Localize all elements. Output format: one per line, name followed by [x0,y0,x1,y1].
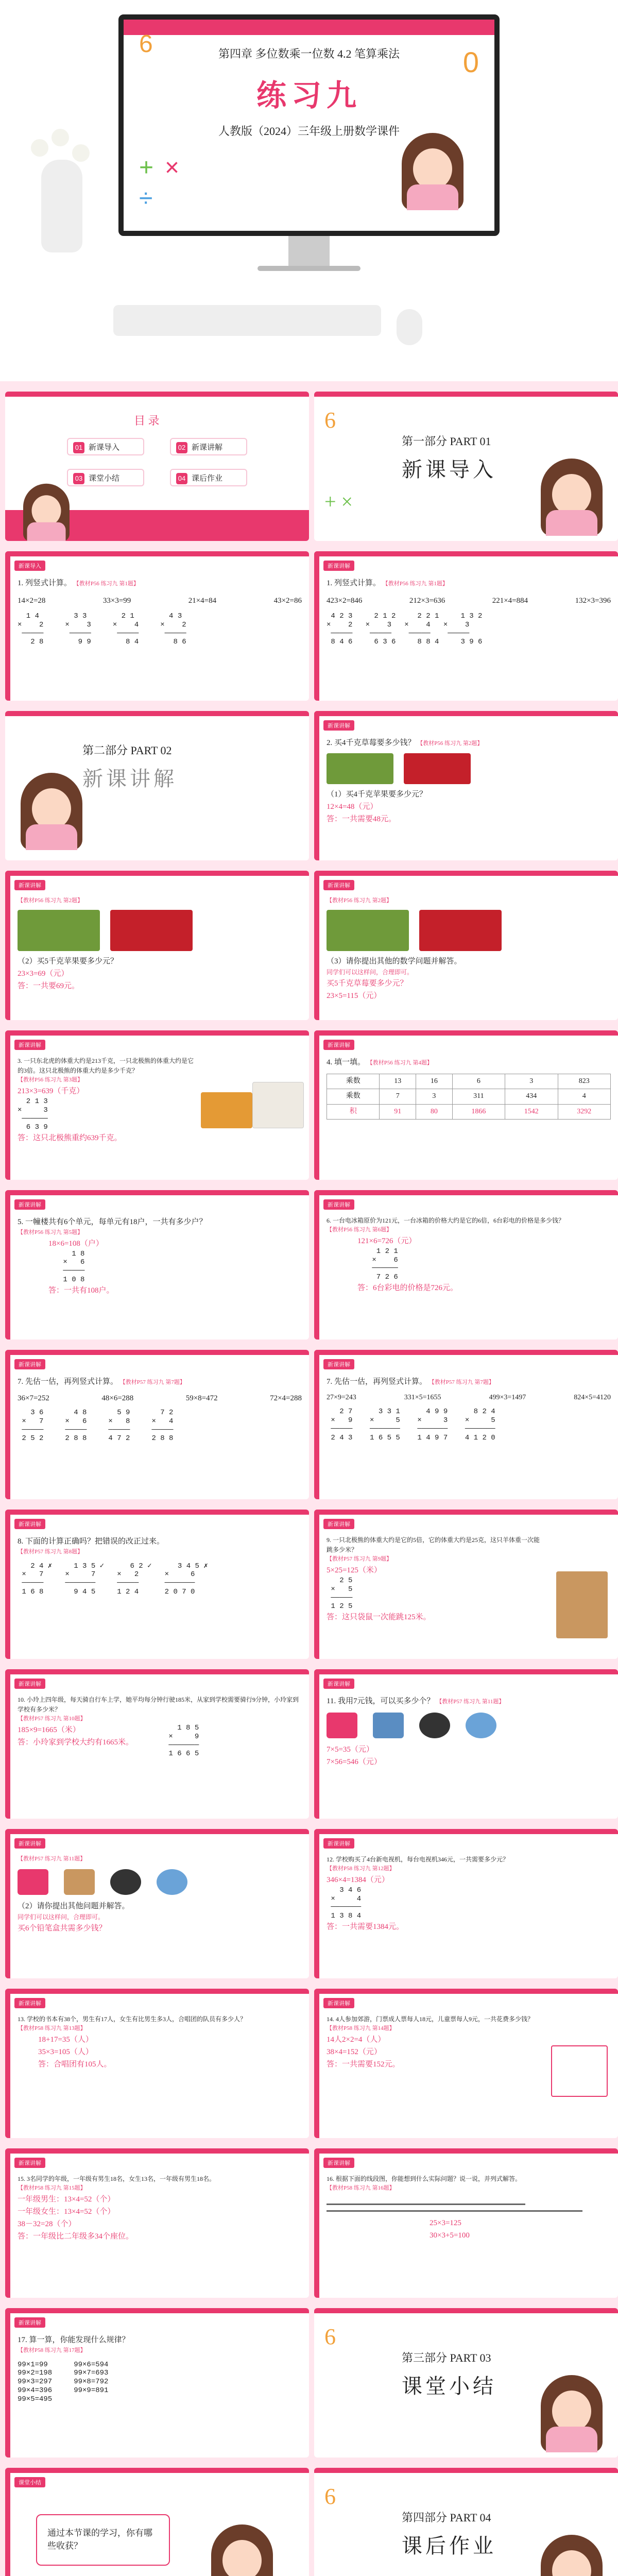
expression-row: 36×7=252 48×6=288 59×8=472 72×4=288 [18,1394,302,1402]
slide-top-strip [314,392,618,397]
clock-image [110,1869,141,1895]
answer-calc: 185×9=1665（米） [18,1725,80,1734]
item-image [64,1869,95,1895]
line-diagram [327,2210,582,2212]
slide-exercise-2 [314,711,618,860]
hint: 同学们可以这样问，合理即可。 [327,968,414,976]
toc-item-3[interactable]: 03 课堂小结 [67,469,144,486]
number-6-icon: 6 [139,30,153,58]
answer-text: 答：这只北极熊重约639千克。 [18,1134,122,1143]
number-0-icon: 0 [462,46,479,78]
tag: 【教材P57 练习九 第11题】 [18,1856,86,1862]
tag: 【教材P56 练习九 第5题】 [18,1229,83,1235]
slide-exercise-19 [5,2148,309,2298]
question-text: 1. 列竖式计算。 【教材P56 练习九 第1题】 [327,579,448,587]
answer-text: 答：一共需要152元。 [327,2060,400,2069]
tag: 【教材P56 练习九 第6题】 [327,1227,392,1233]
slide-toc [5,392,309,541]
answer-calc: 12×4=48（元） [327,803,378,811]
girl-illustration [541,2375,603,2452]
answer-text: 答：这只袋鼠一次能跳125米。 [327,1613,431,1622]
slide-exercise-14: 新课讲解 11. 我用7元钱，可以买多少个？ 【教材P57 练习九 第11题】 7×5=35（元） 7×56=546（元） [314,1669,618,1819]
answer-calc: 38×4=152（元） [327,2047,382,2056]
question-text: 6. 一台电冰箱原价为121元，一台冰箱的价格大约是它的6倍，6台彩电的价格是多少钱？ [327,1217,565,1224]
expression-row: 423×2=846 212×3=636 221×4=884 132×3=396 [327,597,611,605]
answer-calc: 38－32=28（个） [18,2219,76,2228]
section-label: 课堂小结 [14,2477,45,2487]
answer-text: 答：一共要69元。 [18,981,80,990]
answer-calc: 23×5=115（元） [327,991,382,1000]
slide-part1 [314,392,618,541]
slide-exercise-1a [5,551,309,701]
answer-text: 答：小玲家到学校大约有1665米。 [18,1738,134,1747]
vertical-calc: 2 5 × 5 ───── 1 2 5 [331,1576,353,1611]
monitor-screen [118,14,500,236]
hero-subtitle: 人教版（2024）三年级上册数学课件 [218,125,400,138]
hero-title: 练习九 [256,79,362,112]
part-name: 课后作业 [402,2534,496,2557]
strawberry-image [419,910,502,951]
keyboard [113,305,381,336]
fill-table: 乘数 13 16 6 3 823 乘数 7 3 311 434 4 积 91 80 1866 1542 3292 [327,1074,611,1120]
question-text: （3）请你提出其他的数学问题并解答。 [327,957,462,965]
slide-exercise-20 [314,2148,618,2298]
slide-exercise-10: 新课讲解 7. 先估一估，再列竖式计算。 【教材P57 练习九 第7题】 27×9=243 331×5=1655 499×3=1497 824×5=4120 2 7 3 3 1 4 9 9 8 2 4 × 9 × 5 × 3 × 5 ───── ─────── ─────── ─────── 2 4 3 1 6 5 5 1 4 9 7 4 1 2 0 [314,1350,618,1499]
part-label: 第一部分 PART 01 [402,435,491,448]
hero-chapter: 第四章 多位数乘一位数 4.2 笔算乘法 [218,47,400,60]
vertical-calc: 3 4 6 × 4 ─────── 1 3 8 4 [331,1886,362,1921]
girl-illustration [23,484,70,541]
answer-calc: 346×4=1384（元） [327,1875,389,1884]
vertical-calc: 4 2 3 2 1 2 2 2 1 1 3 2 × 2 × 3 × 4 × 3 ───── ───── ───── ───── 8 4 6 6 3 6 8 8 4 3 9 6 [327,612,483,647]
ticket-sign [551,2045,608,2097]
slide-exercise-1b [314,551,618,701]
flower [72,144,90,162]
section-label: 新课讲解 [323,1519,354,1529]
question-text: 13. 学校的书本有38个，男生有17人，女生有比男生多3人，合唱团的队员有多少人？ [18,2015,247,2023]
strawberry-image [404,753,471,784]
question-text: 17. 算一算，你能发现什么规律？ [18,2336,130,2344]
vertical-calc: 3 6 4 8 5 9 7 2 × 7 × 6 × 8 × 4 ───── ───── ───── ───── 2 5 2 2 8 8 4 7 2 2 8 8 [22,1409,174,1443]
math-symbols-icon: + × [324,490,353,513]
fan-image [466,1713,496,1738]
slide-exercise-6: 新课讲解 4. 填一填。 【教材P56 练习九 第4题】 乘数 13 16 6 3 823 乘数 7 3 311 434 4 积 91 80 1866 1542 3292 [314,1030,618,1180]
answer-calc: 25×3=125 [430,2218,461,2227]
tag: 【教材P57 练习九 第9题】 [327,1556,392,1563]
hint: 同学们可以这样问，合理即可。 [18,1913,105,1921]
question-text: 12. 学校购买了4台新电视机，每台电视机346元，一共需要多少元？ [327,1856,509,1863]
section-label: 新课讲解 [14,1519,45,1529]
part-label: 第三部分 PART 03 [402,2351,491,2364]
part-name: 新课讲解 [82,767,177,790]
tag: 【教材P58 练习九 第14题】 [327,2025,395,2032]
vase [41,160,82,252]
slide-exercise-8 [314,1190,618,1340]
toc-item-2[interactable]: 02 新课讲解 [170,438,247,455]
vertical-calc: 2 4 ✗ 1 3 5 ✓ 6 2 ✓ 3 4 5 ✗ × 7 × 7 × 2 × 6 ───── ─────── ───── ─────── 1 6 8 9 4 5 1 2 4 2 0 7 0 [22,1562,208,1596]
polar-bear-image [252,1082,304,1128]
question-text: 3. 一只东北虎的体重大约是213千克，一只北极熊的体重大约是它的3倍。这只北极熊的体重大约是多少千克？ [18,1057,194,1075]
answer-calc: 5×25=125（米） [327,1566,382,1574]
question-text: 2. 买4千克草莓要多少钱？ 【教材P56 练习九 第2题】 [327,739,483,747]
answer-calc: 23×3=69（元） [18,969,69,978]
section-label: 新课讲解 [323,880,354,890]
answer-text: 答：一共需要1384元。 [327,1922,404,1931]
tag: 【教材P57 练习九 第10题】 [18,1716,86,1722]
answer-calc: 一年级女生：13×4=52（个） [18,2207,115,2216]
summary-bubble: 通过本节课的学习，你有哪些收获？ [36,2514,170,2566]
part-label: 第二部分 PART 02 [82,744,172,757]
vertical-calc: 1 8 × 6 ───── 1 0 8 [63,1249,85,1284]
toc-title: 目 录 [134,414,160,427]
slide-exercise-3 [5,871,309,1020]
tag: 【教材P58 练习九 第15题】 [18,2185,86,2192]
plus-icon: + [139,154,154,181]
section-label: 新课讲解 [323,2158,354,2168]
question-text: 16. 根据下面的线段图，你能想到什么实际问题？说一说，并列式解答。 [327,2175,522,2182]
expression-row: 14×2=28 33×3=99 21×4=84 43×2=86 [18,597,302,605]
section-label: 新课导入 [14,561,45,571]
item-image [327,1713,357,1738]
section-label: 新课讲解 [14,1998,45,2008]
section-label: 新课讲解 [323,720,354,731]
strawberry-image [110,910,193,951]
section-label: 新课讲解 [14,2317,45,2328]
sub-question: 买5千克草莓要多少元？ [327,979,408,988]
flower [52,129,69,146]
section-label: 新课讲解 [323,1199,354,1210]
answer-calc: 14人2×2=4（人） [327,2035,386,2044]
monitor-base [258,266,360,271]
vertical-calc: 1 4 3 3 2 1 4 3 × 2 × 3 × 4 × 2 ───── ───── ───── ───── 2 8 9 9 8 4 8 6 [18,612,186,647]
watermelon-image [18,910,100,951]
number-6-icon: 6 [324,2324,336,2349]
section-label: 新课讲解 [14,1679,45,1689]
vertical-calc: 2 7 3 3 1 4 9 9 8 2 4 × 9 × 5 × 3 × 5 ───── ─────── ─────── ─────── 2 4 3 1 6 5 5 1 4 9 7 4 1 2 0 [331,1408,495,1442]
toc-item-1[interactable]: 01 新课导入 [67,438,144,455]
slide-exercise-12 [314,1510,618,1659]
girl-illustration [541,459,603,536]
monitor-stand [288,236,330,267]
section-label: 新课讲解 [14,1838,45,1849]
toc-item-4[interactable]: 04 课后作业 [170,469,247,486]
section-label: 新课讲解 [14,880,45,890]
times-icon: × [165,154,180,181]
divide-icon: ÷ [139,185,153,212]
number-6-icon: 6 [324,408,336,433]
item-image [373,1713,404,1738]
tag: 【教材P58 练习九 第12题】 [327,1866,395,1872]
answer-calc: 买6个铅笔盒共需多少钱？ [18,1924,107,1933]
watermelon-image [327,753,393,784]
hero-section [0,0,618,381]
answer-calc: 7×56=546（元） [327,1758,382,1766]
tiger-image [201,1092,252,1128]
question-text: （2）请你提出其他问题并解答。 [18,1902,130,1910]
item-image [18,1869,48,1895]
section-label: 新课讲解 [323,561,354,571]
slide-exercise-11 [5,1510,309,1659]
question-text: 8. 下面的计算正确吗？把错误的改正过来。 [18,1537,165,1546]
section-label: 新课讲解 [323,1679,354,1689]
section-label: 新课讲解 [14,1199,45,1210]
part-name: 课堂小结 [402,2375,496,2398]
sub-question: （1）买4千克苹果要多少元？ [327,790,427,799]
tag: 【教材P56 练习九 第2题】 [327,897,392,904]
slide-part3 [314,2308,618,2458]
part-label: 第四部分 PART 04 [402,2511,491,2524]
answer-text: 答：一共需要48元。 [327,815,397,823]
slide-summary [5,2468,309,2576]
girl-illustration [541,2535,603,2576]
clock-image [419,1713,450,1738]
slide-part4 [314,2468,618,2576]
section-label: 新课讲解 [323,1359,354,1369]
girl-illustration [21,773,82,850]
answer-calc: 一年级男生：13×4=52（个） [18,2195,115,2204]
slide-exercise-17 [5,1989,309,2138]
slide-exercise-5 [5,1030,309,1180]
answer-calc: 121×6=726（元） [357,1236,417,1245]
part-name: 新课导入 [402,458,496,481]
vertical-calc: 1 2 1 × 6 ────── 7 2 6 [372,1247,398,1282]
question-text: （2）买5千克苹果要多少元？ [18,957,118,965]
slide-exercise-18 [314,1989,618,2138]
tag: 【教材P57 练习九 第8题】 [18,1549,83,1555]
section-label: 新课讲解 [14,1359,45,1369]
flower [31,139,48,157]
answer-text: 答：合唱团有105人。 [38,2060,112,2069]
question-text: 9. 一只北极熊的体重大约是它的5倍，它的体重大约是25克，这只羊体重一次能跳多少米？ [327,1536,540,1554]
expression-row: 27×9=243 331×5=1655 499×3=1497 824×5=4120 [327,1394,611,1401]
answer-calc: 30×3+5=100 [430,2231,470,2240]
slide-exercise-13 [5,1669,309,1819]
slide-exercise-21 [5,2308,309,2458]
tag: 【教材P58 练习九 第16题】 [327,2185,395,2192]
fan-image [157,1869,187,1895]
girl-illustration [402,133,464,210]
tag: 【教材P56 练习九 第3题】 [18,1077,83,1083]
number-6-icon: 6 [324,2484,336,2509]
tag: 【教材P56 练习九 第2题】 [18,897,83,904]
answer-text: 答：一年级比二年级多34个座位。 [18,2232,134,2241]
answer-calc: 18×6=108（户） [48,1239,104,1248]
vertical-calc: 99×1=99 99×6=594 99×2=198 99×7=693 99×3=297 99×8=792 99×4=396 99×9=891 99×5=495 [18,2360,109,2403]
slide-exercise-15 [5,1829,309,1978]
watermelon-image [327,910,409,951]
section-label: 新课讲解 [323,1040,354,1050]
slide-exercise-7 [5,1190,309,1340]
mouse [397,309,422,345]
answer-calc: 18+17=35（人） [38,2035,93,2044]
slide-part2 [5,711,309,860]
slide-exercise-16 [314,1829,618,1978]
slide-exercise-4 [314,871,618,1020]
girl-illustration [211,2524,273,2576]
tag: 【教材P58 练习九 第13题】 [18,2025,86,2032]
question-text: 14. 4人参加郊游，门票成人票每人18元，儿童票每人9元，一共花费多少钱？ [327,2015,534,2023]
answer-calc: 213×3=639（千克） [18,1087,84,1095]
section-label: 新课讲解 [14,1040,45,1050]
slide-top-strip [5,392,309,397]
question-text: 15. 3名同学的年级，一年级有男生18名，女生13名，一年级有男生18名。 [18,2175,216,2182]
kangaroo-image [556,1571,608,1638]
question-text: 1. 列竖式计算。 【教材P56 练习九 第1题】 [18,579,139,587]
section-label: 新课讲解 [323,1838,354,1849]
question-text: 10. 小玲上四年级，每天骑自行车上学，她平均每分钟行驶185米，从家到学校需要骑行9分钟，小玲家到学校有多少米？ [18,1696,299,1714]
slide-exercise-9: 新课讲解 7. 先估一估，再列竖式计算。 【教材P57 练习九 第7题】 36×7=252 48×6=288 59×8=472 72×4=288 3 6 4 8 5 9 7 2 × 7 × 6 × 8 × 4 ───── ───── ───── ───── 2 5 2 2 8 8 4 7 2 2 8 8 [5,1350,309,1499]
question-text: 5. 一幢楼共有6个单元，每单元有18户，一共有多少户？ [18,1218,207,1226]
answer-calc: 7×5=35（元） [327,1745,374,1754]
tag: 【教材P58 练习九 第17题】 [18,2347,86,2353]
vertical-calc: 1 8 5 × 9 ─────── 1 6 6 5 [168,1723,199,1758]
line-diagram [327,2204,525,2205]
answer-text: 答：一共有108户。 [48,1286,114,1295]
section-label: 新课讲解 [323,1998,354,2008]
answer-calc: 35×3=105（人） [38,2047,93,2056]
answer-text: 答：6台彩电的价格是726元。 [357,1283,458,1292]
vertical-calc: 2 1 3 × 3 ────── 6 3 9 [18,1097,48,1132]
section-label: 新课讲解 [14,2158,45,2168]
